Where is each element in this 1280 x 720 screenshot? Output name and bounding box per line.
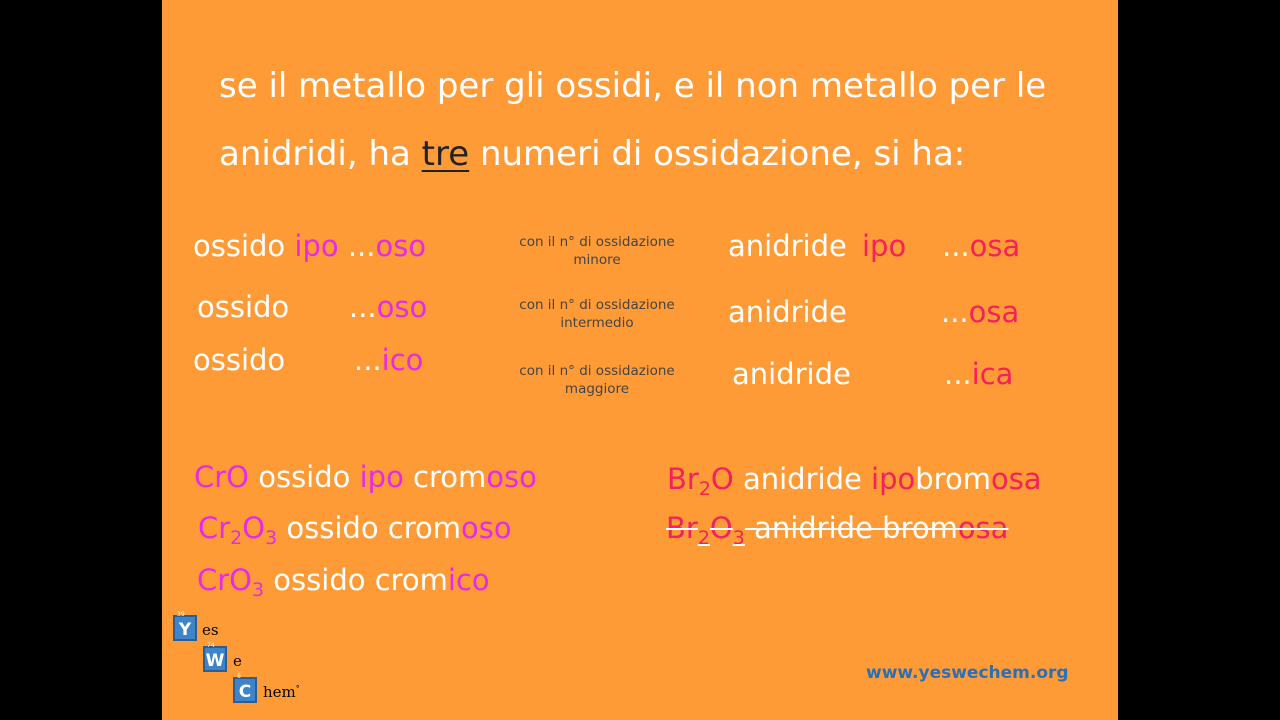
intro-line-2: anidridi, ha tre numeri di ossidazione, si ha: — [219, 134, 966, 174]
ossido-row-2: ossido — [197, 290, 290, 324]
anidride-prefix-ipo: ipo — [862, 229, 907, 263]
anidride-row-3: anidride — [732, 357, 851, 391]
ossido-row-1: ossido ipo ...oso — [193, 229, 427, 263]
logo-text-e: e — [233, 652, 242, 670]
note-minore: con il n° di ossidazione minore — [519, 234, 675, 268]
logo-tile-y: 39 Y — [173, 615, 197, 641]
example-br2o3: $Br_2O_3$ anidride bromosa — [666, 511, 1009, 549]
logo-text-hem: hem° — [263, 683, 300, 701]
example-br2o: $Br_2O$ anidride ipobromosa — [667, 462, 1042, 500]
logo-tile-c: 6 C — [233, 677, 257, 703]
logo-tile-w: 74 W — [203, 646, 227, 672]
logo-text-es: es — [202, 621, 219, 639]
slide — [162, 0, 1118, 720]
ossido-suffix-3: ...ico — [354, 343, 424, 377]
anidride-row-1: anidride — [728, 229, 847, 263]
ossido-row-3: ossido — [193, 343, 286, 377]
intro-line-1: se il metallo per gli ossidi, e il non metallo per le — [219, 66, 1047, 106]
note-intermedio: con il n° di ossidazione intermedio — [519, 297, 675, 331]
anidride-suffix-2: ...osa — [941, 295, 1020, 329]
website-url: www.yeswechem.org — [866, 663, 1069, 683]
example-cro3: CrO$_3$ ossido cromico — [197, 563, 490, 601]
anidride-suffix-3: ...ica — [944, 357, 1014, 391]
example-cr2o3: $Cr_2O_3$ ossido cromoso — [198, 511, 512, 549]
example-cro: CrO ossido ipo cromoso — [194, 460, 537, 494]
anidride-row-2: anidride — [728, 295, 847, 329]
emphasis-tre: tre — [421, 134, 470, 174]
ossido-suffix-2: ...oso — [349, 290, 428, 324]
note-maggiore: con il n° di ossidazione maggiore — [519, 363, 675, 397]
anidride-suffix-1: ...osa — [942, 229, 1021, 263]
